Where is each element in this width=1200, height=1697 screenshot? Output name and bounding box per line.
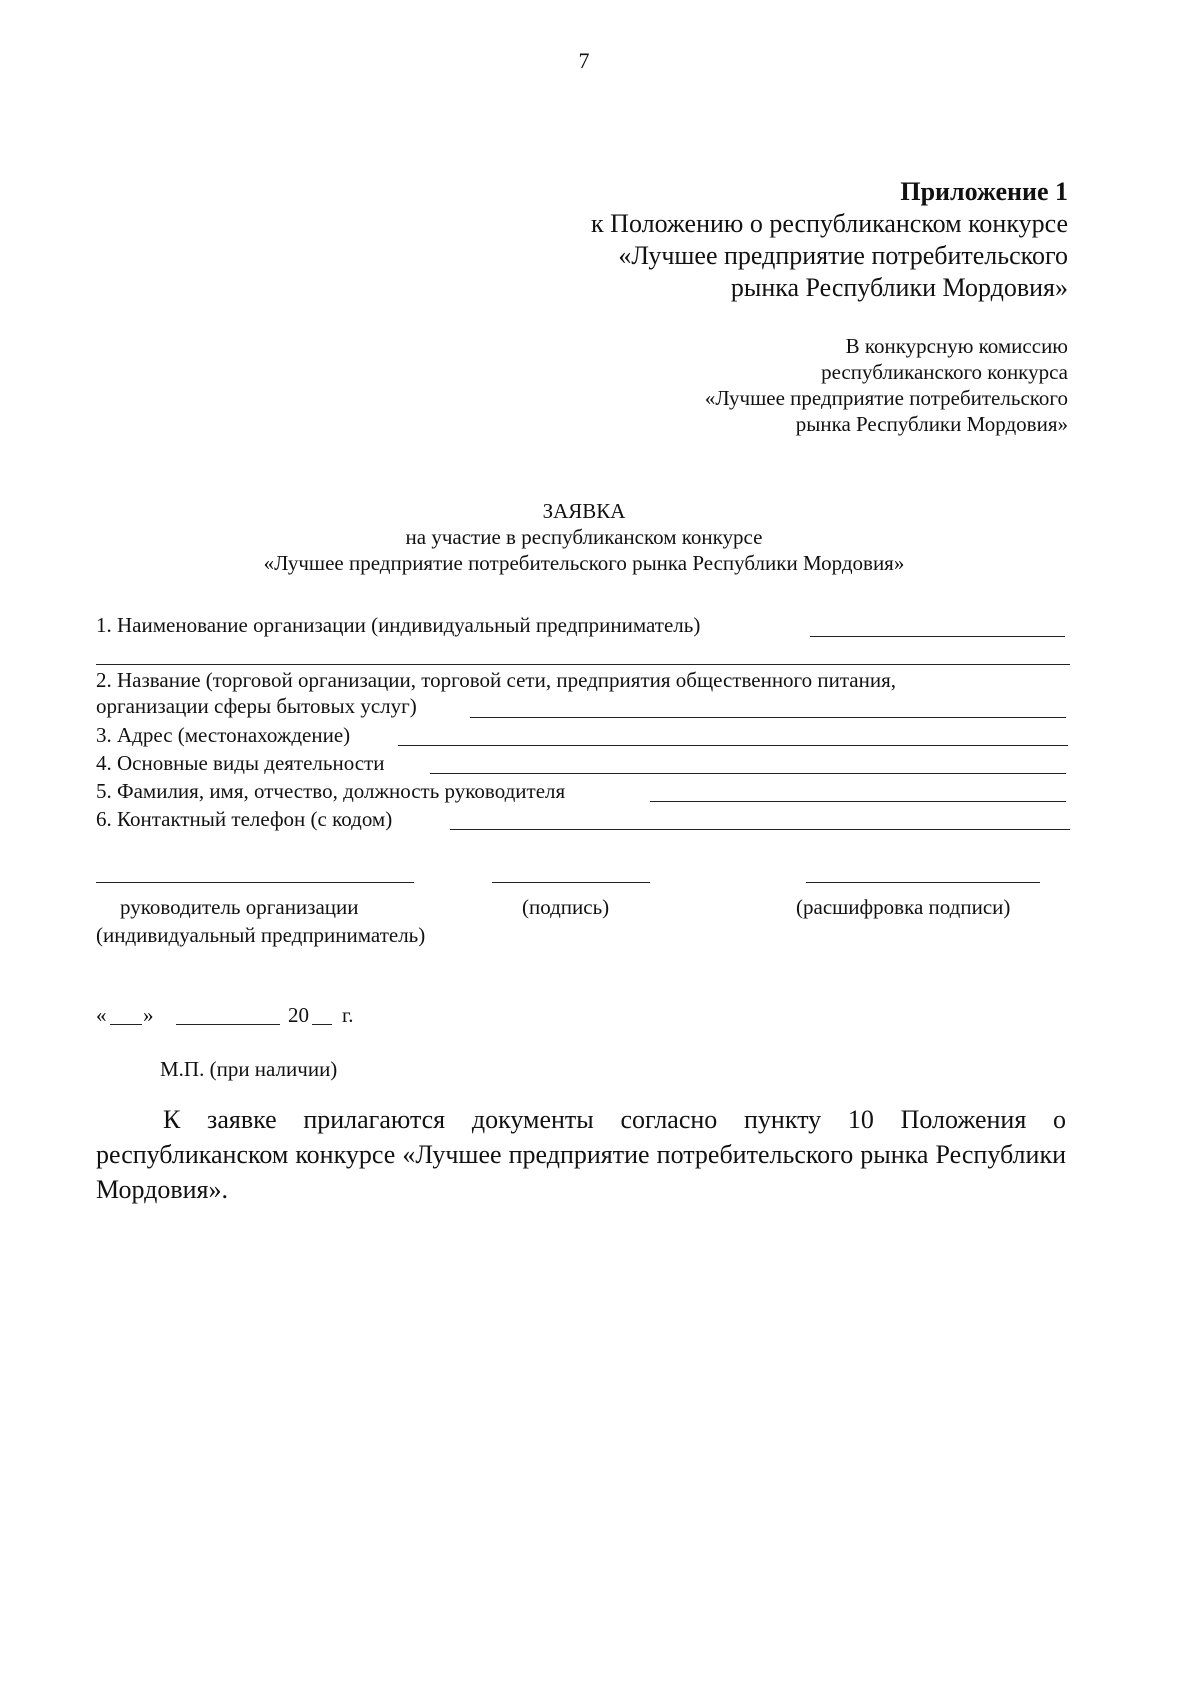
date-year-prefix: 20 (288, 1003, 309, 1027)
appendix-line: «Лучшее предприятие потребительского (618, 241, 1068, 270)
addressee-line: В конкурсную комиссию (845, 334, 1068, 358)
field-organization-name-label: 1. Наименование организации (индивидуальный предприниматель) (96, 613, 701, 637)
stamp-note: М.П. (при наличии) (160, 1057, 338, 1081)
appendix-line: рынка Республики Мордовия» (730, 273, 1068, 302)
decoding-caption: (расшифровка подписи) (796, 895, 1011, 919)
addressee-line: рынка Республики Мордовия» (795, 412, 1068, 436)
field-manager-blank[interactable] (650, 801, 1066, 802)
application-subtitle: на участие в республиканском конкурсе (405, 525, 763, 549)
appendix-line: к Положению о республиканском конкурсе (591, 209, 1068, 238)
application-subtitle: «Лучшее предприятие потребительского рынка Республики Мордовия» (263, 551, 905, 575)
field-activities-label: 4. Основные виды деятельности (96, 751, 385, 775)
head-signature-caption: руководитель организации (120, 895, 359, 919)
date-open-quote: « (96, 1003, 107, 1027)
appendix-title: Приложение 1 (900, 177, 1068, 206)
addressee-line: «Лучшее предприятие потребительского (704, 386, 1068, 410)
application-title-block (0, 498, 1168, 576)
attachment-note: К заявке прилагаются документы согласно пункту 10 Положения о республиканском конкурсе «Лучшее предприятие потребительского рынка Республики Мордовия». (96, 1105, 1066, 1204)
date-day-blank[interactable] (110, 1024, 142, 1025)
application-title: ЗАЯВКА (542, 499, 626, 523)
appendix-header (591, 176, 1068, 304)
field-trade-name-blank[interactable] (470, 717, 1066, 718)
date-year-suffix: г. (342, 1003, 354, 1027)
addressee-line: республиканского конкурса (821, 360, 1068, 384)
field-activities-blank[interactable] (430, 773, 1066, 774)
field-address-label: 3. Адрес (местонахождение) (96, 723, 351, 747)
field-trade-name-label-2: организации сферы бытовых услуг) (96, 694, 417, 718)
field-organization-name-blank-2[interactable] (96, 664, 1070, 665)
field-organization-name-blank[interactable] (810, 636, 1065, 637)
date-year-blank[interactable] (312, 1024, 332, 1025)
head-signature-caption-2: (индивидуальный предприниматель) (96, 923, 426, 947)
head-signature-line[interactable] (96, 882, 414, 883)
signature-caption: (подпись) (522, 895, 610, 919)
date-month-blank[interactable] (176, 1024, 280, 1025)
signature-line[interactable] (492, 882, 650, 883)
field-phone-label: 6. Контактный телефон (с кодом) (96, 807, 393, 831)
field-phone-blank[interactable] (450, 829, 1070, 830)
field-trade-name-label: 2. Название (торговой организации, торговой сети, предприятия общественного питания, (96, 668, 897, 692)
field-address-blank[interactable] (398, 745, 1068, 746)
date-close-quote: » (143, 1003, 154, 1027)
field-manager-label: 5. Фамилия, имя, отчество, должность руководителя (96, 779, 566, 803)
page-number: 7 (578, 48, 590, 73)
addressee-block (705, 333, 1068, 437)
decoding-line[interactable] (806, 882, 1040, 883)
